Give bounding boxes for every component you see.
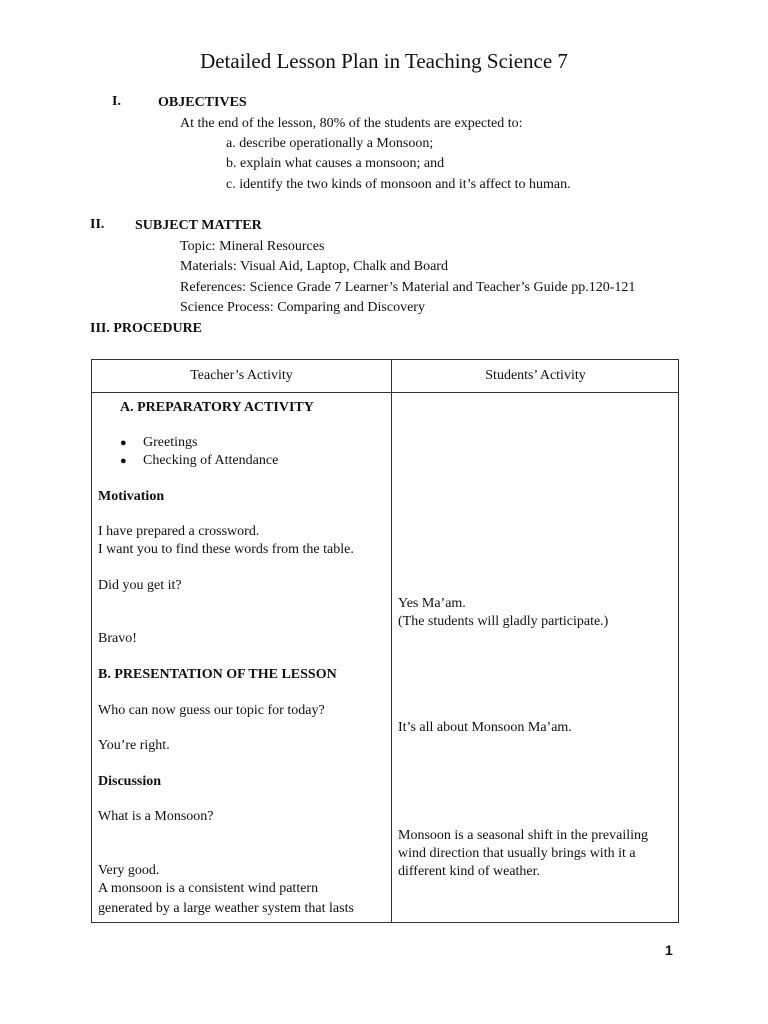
subject-heading: SUBJECT MATTER: [135, 218, 262, 233]
presentation-heading: B. PRESENTATION OF THE LESSON: [98, 667, 337, 682]
bullet-icon: ●: [120, 437, 127, 449]
subject-line: Science Process: Comparing and Discovery: [180, 300, 425, 315]
document-title: Detailed Lesson Plan in Teaching Science 7: [200, 49, 568, 73]
column-divider: [391, 360, 392, 922]
teacher-line: generated by a large weather system that lasts: [98, 901, 354, 916]
teacher-line: Did you get it?: [98, 578, 182, 593]
header-teachers-activity: Teacher’s Activity: [190, 368, 293, 383]
teacher-line: You’re right.: [98, 738, 170, 753]
objective-item: b. explain what causes a monsoon; and: [226, 156, 445, 171]
teacher-line: A monsoon is a consistent wind pattern: [98, 881, 319, 896]
list-item: Greetings: [143, 435, 198, 450]
subject-numeral: II.: [90, 217, 105, 232]
teacher-line: Who can now guess our topic for today?: [98, 703, 325, 718]
student-line: (The students will gladly participate.): [398, 614, 609, 629]
teacher-line: What is a Monsoon?: [98, 809, 214, 824]
teacher-line: I want you to find these words from the table.: [98, 542, 354, 557]
objectives-heading: OBJECTIVES: [158, 95, 247, 110]
bullet-icon: ●: [120, 455, 127, 467]
page-number: 1: [665, 942, 673, 958]
subject-line: Materials: Visual Aid, Laptop, Chalk and Board: [180, 259, 448, 274]
subject-line: Topic: Mineral Resources: [180, 239, 325, 254]
student-line: It’s all about Monsoon Ma’am.: [398, 720, 572, 735]
preparatory-heading: A. PREPARATORY ACTIVITY: [120, 400, 314, 415]
objectives-numeral: I.: [112, 94, 121, 109]
teacher-line: I have prepared a crossword.: [98, 524, 260, 539]
objective-item: a. describe operationally a Monsoon;: [226, 136, 434, 151]
procedure-table: [91, 359, 679, 923]
objectives-intro: At the end of the lesson, 80% of the students are expected to:: [180, 116, 523, 131]
teacher-line: Bravo!: [98, 631, 137, 646]
header-students-activity: Students’ Activity: [485, 368, 586, 383]
list-item: Checking of Attendance: [143, 453, 279, 468]
student-line: wind direction that usually brings with it a: [398, 846, 636, 861]
student-line: Monsoon is a seasonal shift in the prevailing: [398, 828, 649, 843]
student-line: different kind of weather.: [398, 864, 541, 879]
discussion-heading: Discussion: [98, 774, 162, 789]
subject-line: References: Science Grade 7 Learner’s Material and Teacher’s Guide pp.120-121: [180, 280, 636, 295]
objective-item: c. identify the two kinds of monsoon and it’s affect to human.: [226, 177, 571, 192]
student-line: Yes Ma’am.: [398, 596, 466, 611]
teacher-line: Very good.: [98, 863, 160, 878]
motivation-heading: Motivation: [98, 489, 165, 504]
procedure-heading: III. PROCEDURE: [90, 321, 203, 336]
